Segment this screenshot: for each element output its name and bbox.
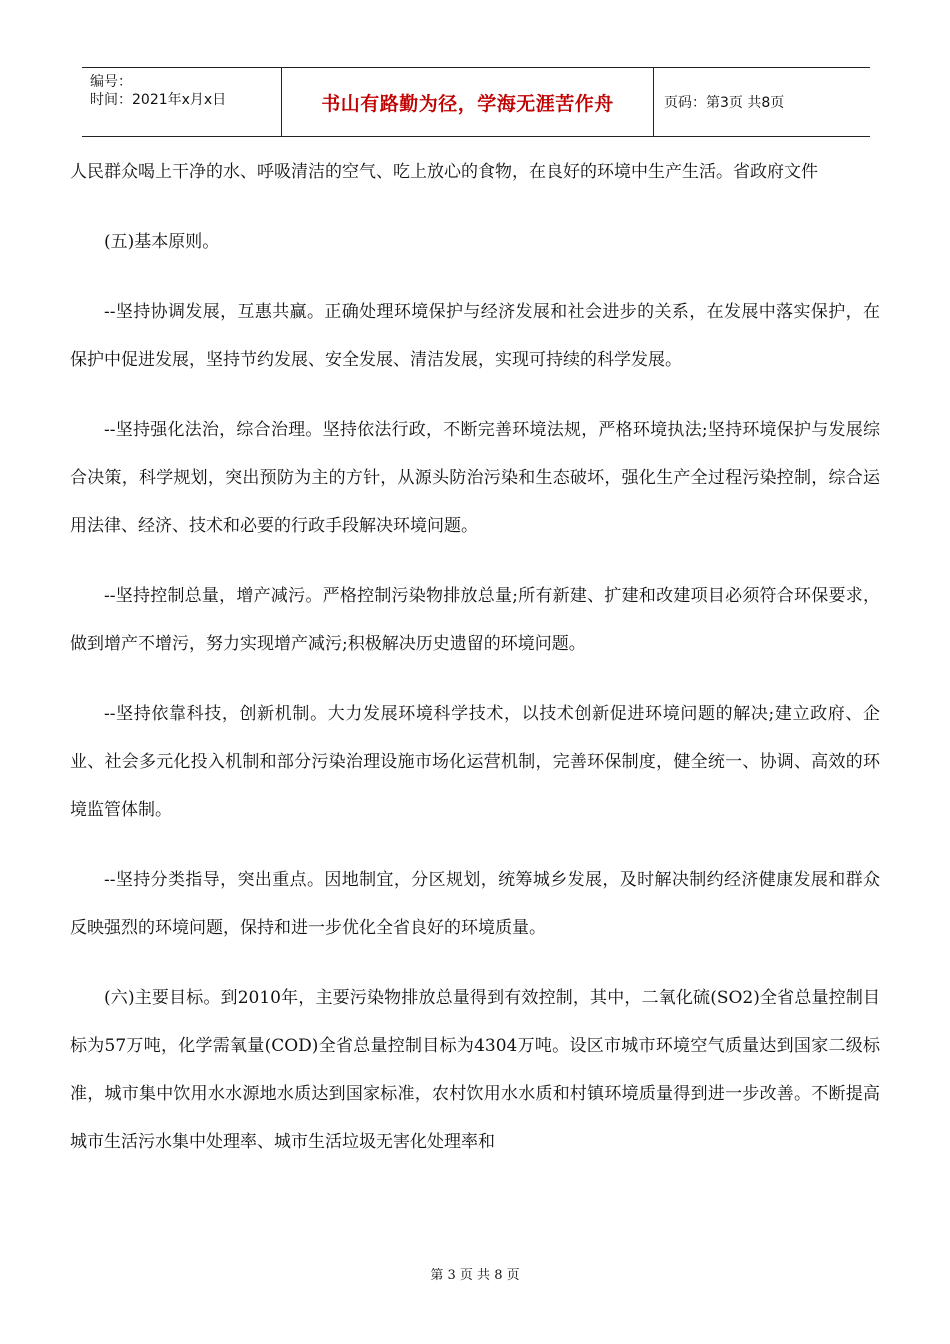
section-heading: (五)基本原则。 (104, 232, 220, 252)
page-footer: 第 3 页 共 8 页 (430, 1268, 520, 1283)
body-paragraph: --坚持分类指导，突出重点。因地制宜，分区规划，统筹城乡发展，及时解决制约经济健康发展和群众反映强烈的环境问题，保持和进一步优化全省良好的环境质量。 (70, 870, 880, 938)
header-motto: 书山有路勤为径，学海无涯苦作舟 (282, 68, 654, 136)
header-page-info: 页码：第3页 共8页 (664, 95, 785, 111)
body-paragraph: (六)主要目标。到2010年，主要污染物排放总量得到有效控制，其中，二氧化硫(SO2)全省总量控制目标为57万吨，化学需氧量(COD)全省总量控制目标为4304万吨。设区市城市环境空气质量达到国家二级标准，城市集中饮用水水源地水质达到国家标准，农村饮用水水质和村镇环境质量得到进一步改善。不断提高城市生活污水集中处理率、城市生活垃圾无害化处理率和 (70, 988, 880, 1152)
header-meta (82, 68, 282, 136)
body-paragraph: --坚持依靠科技，创新机制。大力发展环境科学技术，以技术创新促进环境问题的解决;建立政府、企业、社会多元化投入机制和部分污染治理设施市场化运营机制，完善环保制度，健全统一、协调、高效的环境监管体制。 (70, 704, 880, 820)
body-paragraph: 人民群众喝上干净的水、呼吸清洁的空气、吃上放心的食物，在良好的环境中生产生活。省政府文件 (70, 162, 818, 182)
document-number-label: 编号： (90, 74, 132, 90)
document-body (70, 148, 880, 1188)
body-paragraph: --坚持控制总量，增产减污。严格控制污染物排放总量;所有新建、扩建和改建项目必须符合环保要求，做到增产不增污，努力实现增产减污;积极解决历史遗留的环境问题。 (70, 586, 880, 654)
body-paragraph: --坚持协调发展，互惠共赢。正确处理环境保护与经济发展和社会进步的关系，在发展中落实保护，在保护中促进发展，坚持节约发展、安全发展、清洁发展，实现可持续的科学发展。 (70, 302, 880, 370)
document-time-label: 时间：2021年x月x日 (90, 92, 227, 108)
body-paragraph: --坚持强化法治，综合治理。坚持依法行政，不断完善环境法规，严格环境执法;坚持环境保护与发展综合决策，科学规划，突出预防为主的方针，从源头防治污染和生态破坏，强化生产全过程污染控制，综合运用法律、经济、技术和必要的行政手段解决环境问题。 (70, 420, 880, 536)
page-header (82, 67, 870, 137)
